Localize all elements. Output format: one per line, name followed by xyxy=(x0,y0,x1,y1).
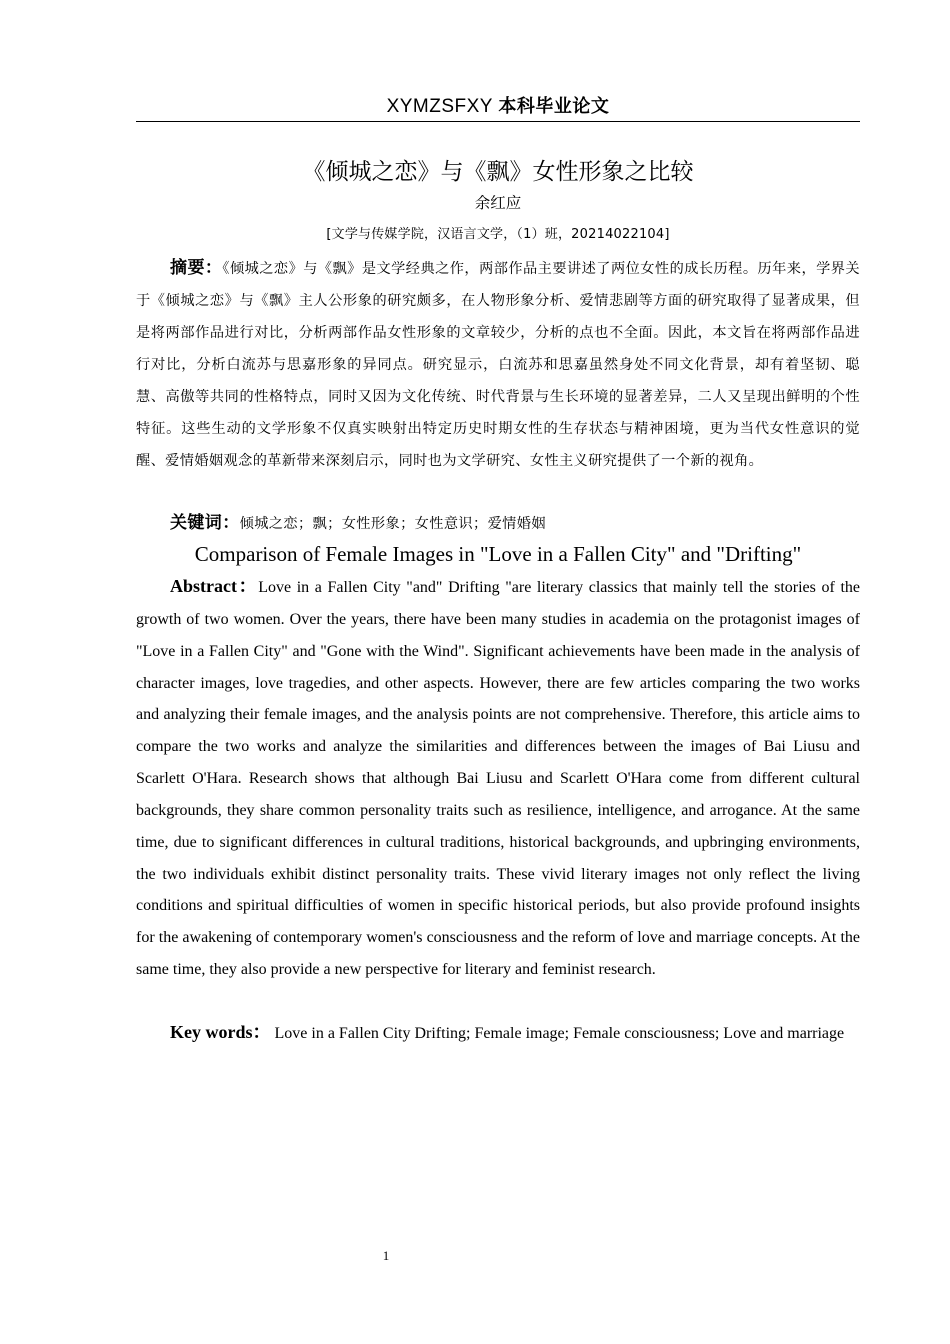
english-keywords-text: Love in a Fallen City Drifting; Female image; Female consciousness; Love and marriage xyxy=(274,1025,845,1042)
chinese-abstract-label: 摘要： xyxy=(170,258,223,278)
chinese-keywords-label: 关键词： xyxy=(170,513,240,533)
header-rule xyxy=(136,121,860,122)
english-keywords xyxy=(136,1017,860,1050)
english-abstract xyxy=(136,571,860,986)
english-keywords-label: Key words： xyxy=(170,1022,271,1042)
header-school-code: XYMZSFXY xyxy=(386,96,493,117)
english-title: Comparison of Female Images in "Love in a Fallen City" and "Drifting" xyxy=(194,542,802,566)
author-name: 余红应 xyxy=(474,194,522,212)
author-affiliation: [文学与传媒学院，汉语言文学，（1）班，20214022104] xyxy=(326,227,670,242)
running-header xyxy=(136,93,860,121)
english-abstract-label: Abstract： xyxy=(170,576,259,596)
header-doc-type: 本科毕业论文 xyxy=(498,96,610,117)
chinese-keywords-text: 倾城之恋；飘；女性形象；女性意识；爱情婚姻 xyxy=(239,516,546,532)
paper-title: 《倾城之恋》与《飘》女性形象之比较 xyxy=(302,159,694,185)
chinese-abstract-text: 《倾城之恋》与《飘》是文学经典之作，两部作品主要讲述了两位女性的成长历程。历年来，学界关于《倾城之恋》与《飘》主人公形象的研究颇多，在人物形象分析、爱情悲剧等方面的研究取得了显著成果，但是将两部作品进行对比，分析两部作品女性形象的文章较少，分析的点也不全面。因此，本文旨在将两部作品进行对比，分析白流苏与思嘉形象的异同点。研究显示，白流苏和思嘉虽然身处不同文化背景，却有着坚韧、聪慧、高傲等共同的性格特点，同时又因为文化传统、时代背景与生长环境的显著差异，二人又呈现出鲜明的个性特征。这些生动的文学形象不仅真实映射出特定历史时期女性的生存状态与精神困境，更为当代女性意识的觉醒、爱情婚姻观念的革新带来深刻启示，同时也为文学研究、女性主义研究提供了一个新的视角。 xyxy=(136,261,860,469)
chinese-abstract xyxy=(136,252,860,477)
english-abstract-text: Love in a Fallen City "and" Drifting "are literary classics that mainly tell the stories of the growth of two women. Over the years, there have been many studies in academia on the protagonist images of "Love in a Fallen City" and "Gone with the Wind". Significant achievements have been made in the analysis of character images, love tragedies, and other aspects. However, there are few articles comparing the two works and analyzing their female images, and the analysis points are not comprehensive. Therefore, this article aims to compare the two works and analyze the similarities and differences between the images of Bai Liusu and Scarlett O'Hara. Research shows that although Bai Liusu and Scarlett O'Hara come from different cultural backgrounds, they share common personality traits such as resilience, intelligence, and arrogance. At the same time, due to significant differences in cultural traditions, historical backgrounds, and upbringing environments, the two individuals exhibit distinct personality traits. These vivid literary images not only reflect the living conditions and spiritual difficulties of women in specific historical periods, but also provide profound insights for the awakening of contemporary women's consciousness and the reform of love and marriage concepts. At the same time, they also provide a new perspective for literary and feminist research. xyxy=(136,579,860,979)
chinese-keywords xyxy=(136,507,860,540)
page-number: 1 xyxy=(382,1248,390,1263)
